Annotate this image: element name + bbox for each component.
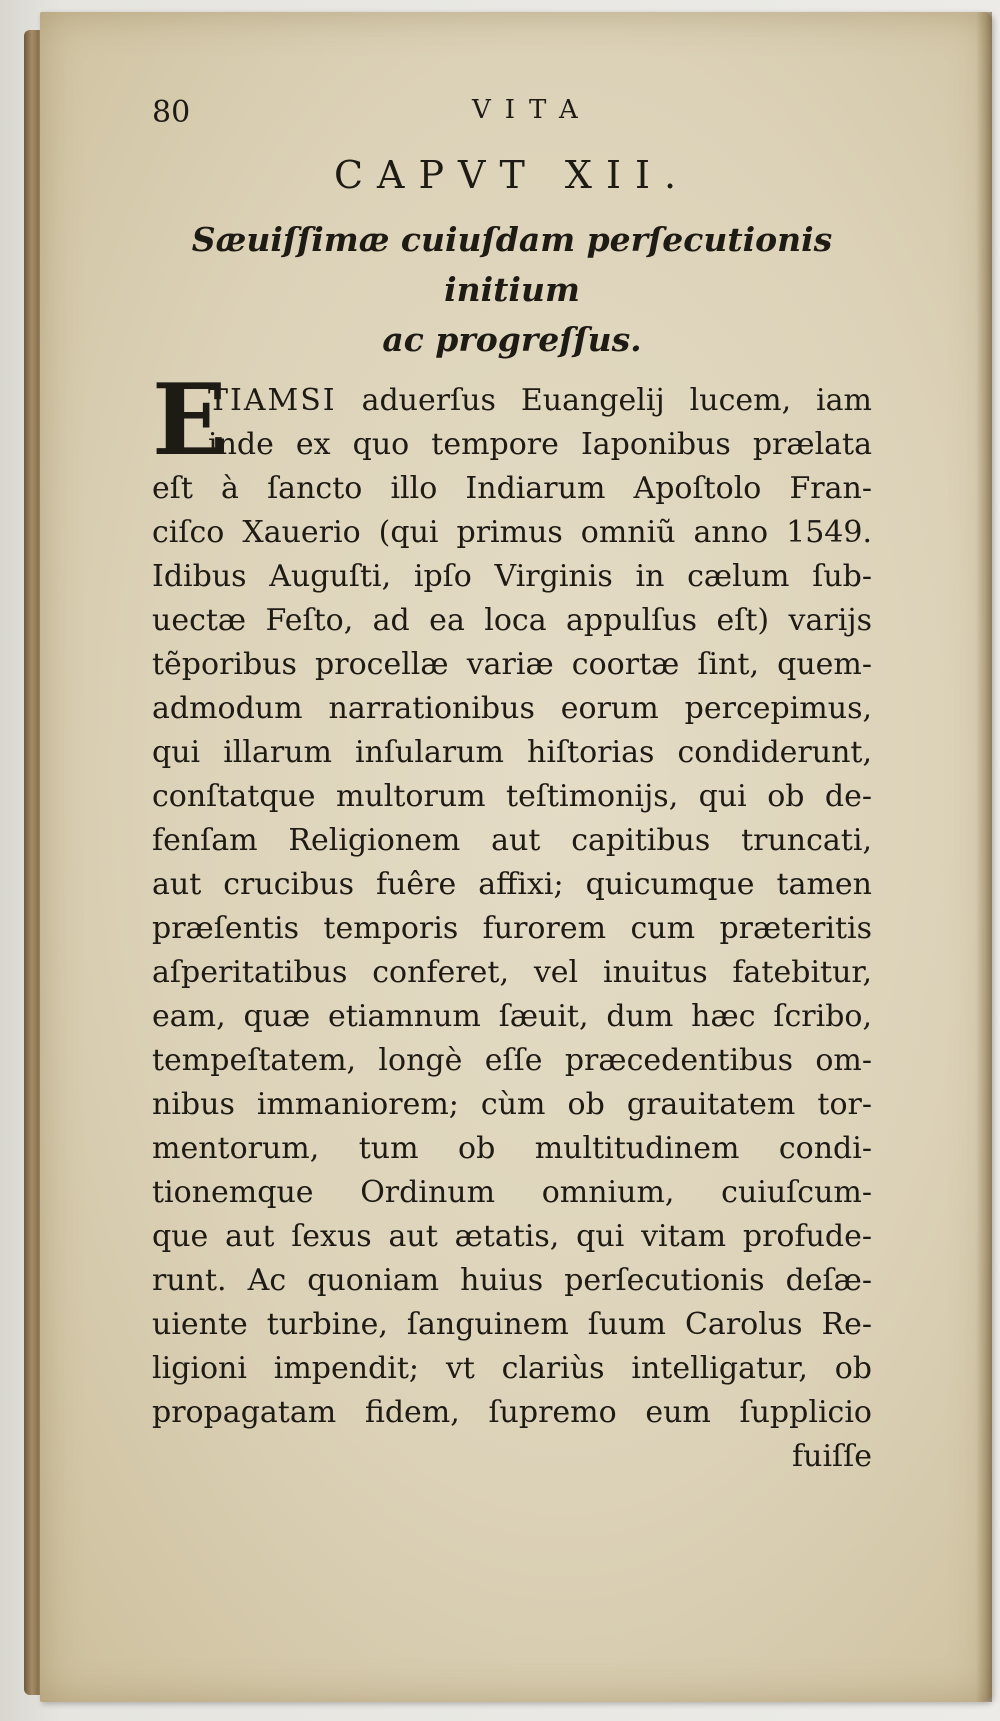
- text-line: admodum narrationibus eorum percepimus,: [152, 691, 872, 726]
- text-line: nibus immaniorem; cùm ob grauitatem tor-: [152, 1087, 872, 1122]
- drop-cap: E: [152, 363, 227, 478]
- text-line-1-rest: aduerſus Euangelij lucem, iam: [361, 383, 872, 418]
- body-text: [152, 363, 872, 1479]
- subtitle-line-2: ac progreſſus.: [382, 320, 642, 359]
- text-line: Idibus Auguſti, ipſo Virginis in cælum ſub-: [152, 559, 872, 594]
- text-line: qui illarum inſularum hiſtorias condiderunt,: [152, 735, 872, 770]
- text-line: ligioni impendit; vt clariùs intelligatur, ob: [152, 1351, 872, 1386]
- text-line: uiente turbine, ſanguinem ſuum Carolus Re-: [152, 1307, 872, 1342]
- first-word: TIAMSI: [208, 383, 337, 418]
- text-line: præſentis temporis furorem cum præteritis: [152, 911, 872, 946]
- text-line: mentorum, tum ob multitudinem condi-: [152, 1131, 872, 1166]
- chapter-heading: CAPVT XII.: [333, 153, 691, 197]
- page-gutter-shadow: [976, 12, 992, 1702]
- text-line: propagatam fidem, ſupremo eum ſupplicio: [152, 1395, 872, 1430]
- text-line-1: [152, 379, 872, 423]
- text-line: eſt à ſancto illo Indiarum Apoſtolo Fran-: [152, 471, 872, 506]
- text-line: aut crucibus fuêre affixi; quicumque tamen: [152, 867, 872, 902]
- page-number: 80: [152, 95, 191, 130]
- chapter-subtitle: [152, 215, 872, 365]
- text-line: uectæ Feſto, ad ea loca appulſus eſt) varijs: [152, 603, 872, 638]
- text-line: aſperitatibus conferet, vel inuitus fatebitur,: [152, 955, 872, 990]
- text-line: runt. Ac quoniam huius perſecutionis deſæ-: [152, 1263, 872, 1298]
- running-head: [152, 95, 872, 139]
- text-line: fenſam Religionem aut capitibus truncati,: [152, 823, 872, 858]
- text-line: que aut ſexus aut ætatis, qui vitam profude-: [152, 1219, 872, 1254]
- subtitle-line-1: Sæuiſſimæ cuiuſdam perſecutionis initium: [191, 220, 833, 309]
- text-line: ciſco Xauerio (qui primus omniũ anno 1549.: [152, 515, 872, 550]
- text-block: [152, 95, 872, 1479]
- text-line: conſtatque multorum teſtimonijs, qui ob de-: [152, 779, 872, 814]
- catchword: fuiſſe: [792, 1439, 872, 1474]
- text-line: tionemque Ordinum omnium, cuiuſcum-: [152, 1175, 872, 1210]
- text-line: tẽporibus procellæ variæ coortæ ſint, quem-: [152, 647, 872, 682]
- running-title: VITA: [472, 95, 592, 125]
- text-line: eam, quæ etiamnum ſæuit, dum hæc ſcribo,: [152, 999, 872, 1034]
- text-line: tempeſtatem, longè eſſe præcedentibus om-: [152, 1043, 872, 1078]
- text-line: inde ex quo tempore Iaponibus prælata: [208, 427, 872, 462]
